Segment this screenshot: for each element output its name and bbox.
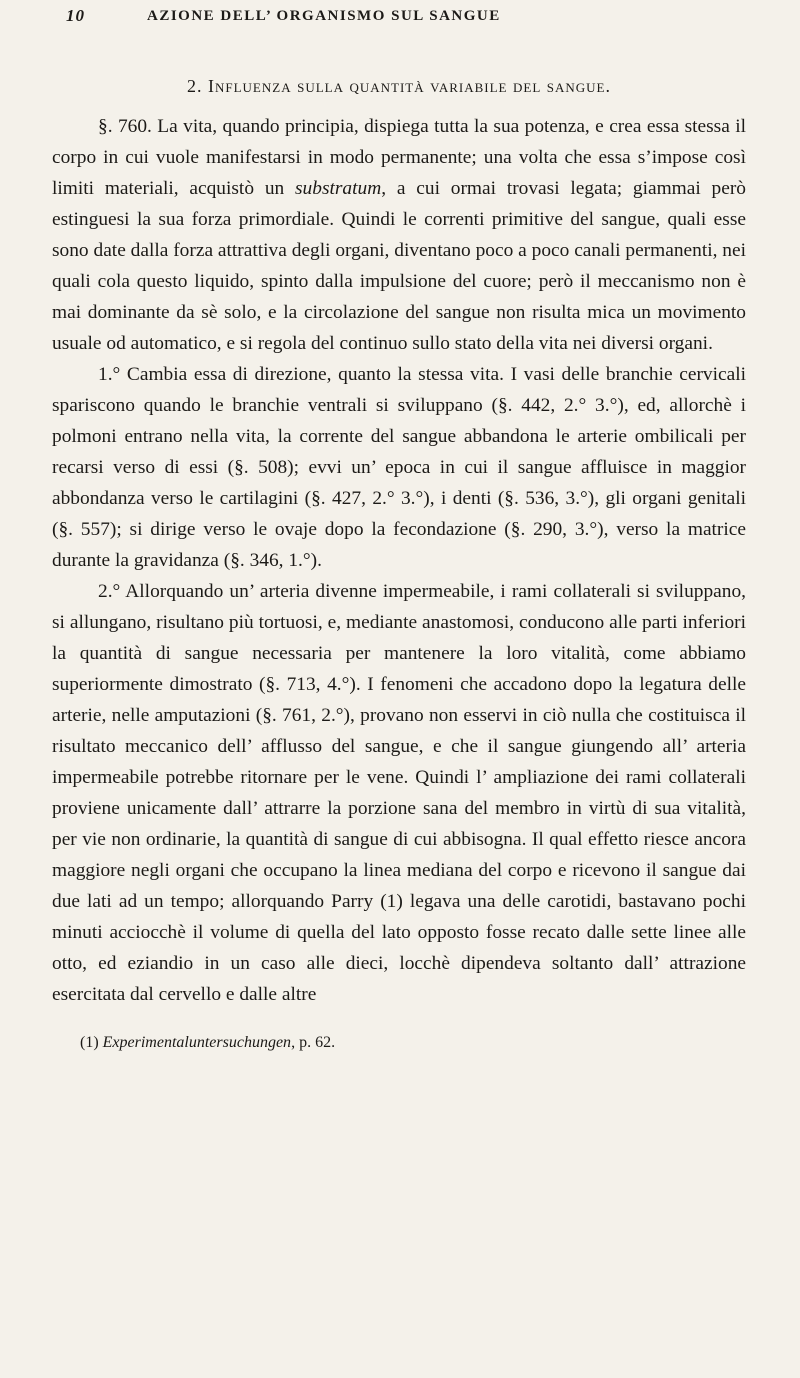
paragraph-760-italic-term: substratum (295, 178, 382, 199)
section-heading (52, 76, 746, 97)
footnote-mark: (1) (80, 1034, 99, 1051)
paragraph-760-text-b: , a cui ormai trovasi legata; giammai però estinguesi la sua forza primordiale. Quindi le correnti primitive del sangue, quali esse sono date dalla forza attrattiva degli organi, diventano poco a poco canali permanenti, nei quali cola questo liquido, spinto dalla impulsione del cuore; però il meccanismo non è mai dominante da sè solo, e la circolazione del sangue non risulta mica un movimento usuale od automatico, e si regola del continuo sullo stato della vita nei diversi organi. (52, 178, 746, 354)
page-header (52, 0, 746, 40)
footnote (52, 1034, 746, 1052)
footnote-reference-title: Experimentaluntersuchungen (102, 1034, 292, 1051)
section-heading-text: 2. Influenza sulla quantità variabile del sangue. (186, 76, 611, 96)
paragraph-point-2: 2.° Allorquando un’ arteria divenne impermeabile, i rami collaterali si sviluppano, si allungano, risultano più tortuosi, e, mediante anastomosi, conducono alle parti inferiori la quantità di sangue necessaria per mantenere la loro vitalità, come abbiamo superiormente dimostrato (§. 713, 4.°). I fenomeni che accadono dopo la legatura delle arterie, nelle amputazioni (§. 761, 2.°), provano non esservi in ciò nulla che costituisca il risultato meccanico dell’ afflusso del sangue, e che il sangue giungendo all’ arteria impermeabile potrebbe ritornare per le vene. Quindi l’ ampliazione dei rami collaterali proviene unicamente dall’ attrarre la porzione sana del membro in virtù di sua vitalità, per vie non ordinarie, la quantità di sangue di cui abbisogna. Il qual effetto riesce ancora maggiore negli organi che occupano la linea mediana del corpo e ricevono il sangue dai due lati ad un tempo; allorquando Parry (1) legava una delle carotidi, bastavano pochi minuti acciocchè il volume di quella del lato opposto fosse recato dalle sette linee alle otto, ed eziandio in un caso alle dieci, locchè dipendeva soltanto dall’ attrazione esercitata dal cervello e dalle altre (52, 581, 746, 1005)
paragraph-760-text-a: §. 760. La vita, quando principia, dispiega tutta la sua potenza, e crea essa stessa il corpo in cui vuole manifestarsi in modo permanente; una volta che essa s’impose così limiti materiali, acquistò un (52, 116, 746, 199)
page-number: 10 (66, 6, 85, 25)
paragraph-760 (52, 111, 746, 359)
paragraph-point-1: 1.° Cambia essa di direzione, quanto la stessa vita. I vasi delle branchie cervicali spariscono quando le branchie ventrali si sviluppano (§. 442, 2.° 3.°), ed, allorchè i polmoni entrano nella vita, la corrente del sangue abbandona le arterie ombilicali per recarsi verso di essi (§. 508); evvi un’ epoca in cui il sangue affluisce in maggior abbondanza verso le cartilagini (§. 427, 2.° 3.°), i denti (§. 536, 3.°), gli organi genitali (§. 557); si dirige verso le ovaje dopo la fecondazione (§. 290, 3.°), verso la matrice durante la gravidanza (§. 346, 1.°). (52, 364, 746, 571)
footnote-reference-page: , p. 62. (291, 1034, 336, 1051)
running-head: AZIONE DELL’ ORGANISMO SUL SANGUE (147, 8, 501, 24)
